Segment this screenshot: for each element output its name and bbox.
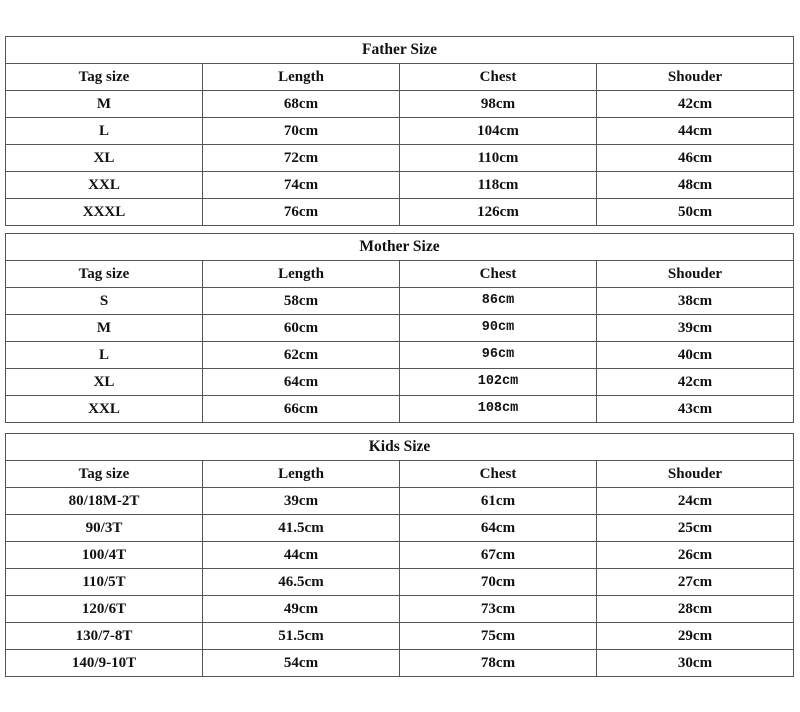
shoulder-cell: 44cm — [597, 118, 794, 145]
chest-cell: 86cm — [400, 288, 597, 315]
header-length: Length — [203, 461, 400, 488]
shoulder-cell: 43cm — [597, 396, 794, 423]
kids-size-caption-row — [6, 434, 794, 461]
table-row — [6, 650, 794, 677]
tag-size-cell: L — [6, 118, 203, 145]
length-cell: 60cm — [203, 315, 400, 342]
header-chest: Chest — [400, 64, 597, 91]
header-shoulder: Shouder — [597, 64, 794, 91]
table-row — [6, 315, 794, 342]
header-tag-size: Tag size — [6, 64, 203, 91]
tag-size-cell: 110/5T — [6, 569, 203, 596]
length-cell: 64cm — [203, 369, 400, 396]
header-shoulder: Shouder — [597, 261, 794, 288]
shoulder-cell: 30cm — [597, 650, 794, 677]
header-tag-size: Tag size — [6, 261, 203, 288]
tag-size-cell: XXL — [6, 396, 203, 423]
shoulder-cell: 46cm — [597, 145, 794, 172]
table-row — [6, 596, 794, 623]
chest-cell: 126cm — [400, 199, 597, 226]
chest-cell: 104cm — [400, 118, 597, 145]
chest-cell: 118cm — [400, 172, 597, 199]
kids-size-title: Kids Size — [6, 434, 794, 461]
shoulder-cell: 25cm — [597, 515, 794, 542]
length-cell: 51.5cm — [203, 623, 400, 650]
header-shoulder: Shouder — [597, 461, 794, 488]
table-row — [6, 342, 794, 369]
chest-cell: 70cm — [400, 569, 597, 596]
shoulder-cell: 24cm — [597, 488, 794, 515]
father-size-caption-row — [6, 37, 794, 64]
table-row — [6, 288, 794, 315]
length-cell: 58cm — [203, 288, 400, 315]
chest-cell: 73cm — [400, 596, 597, 623]
length-cell: 49cm — [203, 596, 400, 623]
length-cell: 41.5cm — [203, 515, 400, 542]
shoulder-cell: 26cm — [597, 542, 794, 569]
table-row — [6, 118, 794, 145]
father-size-title: Father Size — [6, 37, 794, 64]
shoulder-cell: 27cm — [597, 569, 794, 596]
length-cell: 46.5cm — [203, 569, 400, 596]
chest-cell: 102cm — [400, 369, 597, 396]
chest-cell: 64cm — [400, 515, 597, 542]
length-cell: 39cm — [203, 488, 400, 515]
length-cell: 76cm — [203, 199, 400, 226]
header-tag-size: Tag size — [6, 461, 203, 488]
chest-cell: 90cm — [400, 315, 597, 342]
tag-size-cell: XL — [6, 145, 203, 172]
length-cell: 68cm — [203, 91, 400, 118]
table-row — [6, 515, 794, 542]
length-cell: 70cm — [203, 118, 400, 145]
length-cell: 62cm — [203, 342, 400, 369]
length-cell: 54cm — [203, 650, 400, 677]
kids-size-header-row — [6, 461, 794, 488]
chest-cell: 96cm — [400, 342, 597, 369]
table-row — [6, 91, 794, 118]
table-row — [6, 145, 794, 172]
tag-size-cell: XXL — [6, 172, 203, 199]
father-size-table — [5, 36, 794, 226]
table-row — [6, 199, 794, 226]
tag-size-cell: XL — [6, 369, 203, 396]
tag-size-cell: XXXL — [6, 199, 203, 226]
table-row — [6, 623, 794, 650]
mother-size-title: Mother Size — [6, 234, 794, 261]
shoulder-cell: 40cm — [597, 342, 794, 369]
shoulder-cell: 50cm — [597, 199, 794, 226]
shoulder-cell: 42cm — [597, 91, 794, 118]
tag-size-cell: 140/9-10T — [6, 650, 203, 677]
shoulder-cell: 48cm — [597, 172, 794, 199]
header-chest: Chest — [400, 461, 597, 488]
table-row — [6, 172, 794, 199]
tag-size-cell: L — [6, 342, 203, 369]
table-row — [6, 488, 794, 515]
shoulder-cell: 29cm — [597, 623, 794, 650]
header-chest: Chest — [400, 261, 597, 288]
tag-size-cell: M — [6, 91, 203, 118]
tag-size-cell: 90/3T — [6, 515, 203, 542]
length-cell: 66cm — [203, 396, 400, 423]
shoulder-cell: 39cm — [597, 315, 794, 342]
mother-size-table — [5, 233, 794, 423]
tag-size-cell: 80/18M-2T — [6, 488, 203, 515]
tag-size-cell: S — [6, 288, 203, 315]
chest-cell: 67cm — [400, 542, 597, 569]
length-cell: 72cm — [203, 145, 400, 172]
shoulder-cell: 42cm — [597, 369, 794, 396]
chest-cell: 61cm — [400, 488, 597, 515]
table-row — [6, 542, 794, 569]
mother-size-caption-row — [6, 234, 794, 261]
chest-cell: 110cm — [400, 145, 597, 172]
father-size-header-row — [6, 64, 794, 91]
kids-size-table — [5, 433, 794, 677]
tag-size-cell: 120/6T — [6, 596, 203, 623]
mother-size-header-row — [6, 261, 794, 288]
length-cell: 44cm — [203, 542, 400, 569]
chest-cell: 98cm — [400, 91, 597, 118]
shoulder-cell: 38cm — [597, 288, 794, 315]
table-row — [6, 396, 794, 423]
shoulder-cell: 28cm — [597, 596, 794, 623]
chest-cell: 75cm — [400, 623, 597, 650]
table-row — [6, 569, 794, 596]
table-row — [6, 369, 794, 396]
chest-cell: 78cm — [400, 650, 597, 677]
chest-cell: 108cm — [400, 396, 597, 423]
header-length: Length — [203, 261, 400, 288]
tag-size-cell: 130/7-8T — [6, 623, 203, 650]
tag-size-cell: 100/4T — [6, 542, 203, 569]
length-cell: 74cm — [203, 172, 400, 199]
tag-size-cell: M — [6, 315, 203, 342]
header-length: Length — [203, 64, 400, 91]
